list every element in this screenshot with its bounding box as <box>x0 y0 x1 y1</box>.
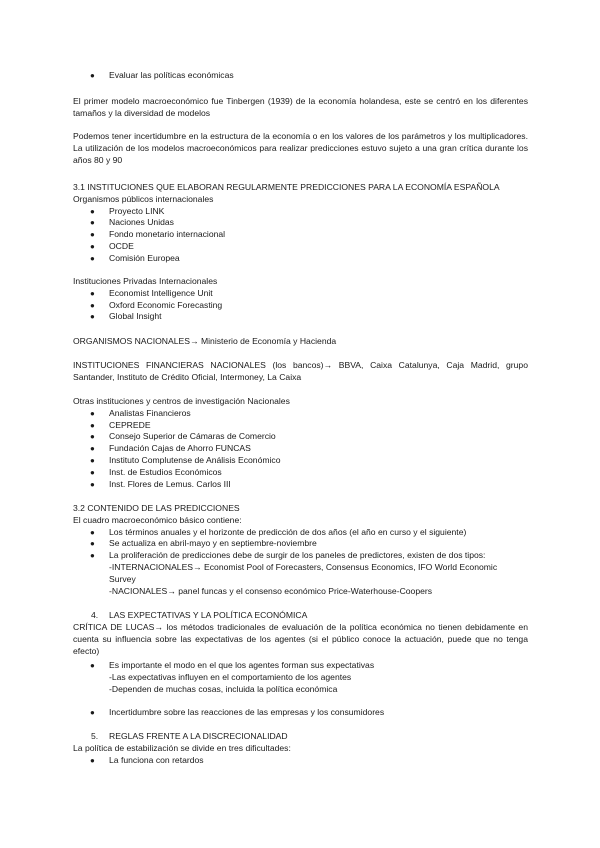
list-item: ● Global Insight <box>90 311 162 322</box>
section-heading: 4. LAS EXPECTATIVAS Y LA POLÍTICA ECONÓMICA <box>91 610 308 620</box>
bullet-icon: ● <box>90 420 95 430</box>
list-item: ● Los términos anuales y el horizonte de predicción de dos años (el año en curso y el siguiente) <box>90 526 467 537</box>
list-item: ● Consejo Superior de Cámaras de Comercio <box>90 431 276 442</box>
section-heading: 5. REGLAS FRENTE A LA DISCRECIONALIDAD <box>91 731 288 741</box>
section-otras <box>73 396 528 490</box>
section-5 <box>73 731 528 766</box>
list-contenido <box>73 527 528 562</box>
bullet-icon: ● <box>90 455 95 465</box>
subheading: Otras instituciones y centros de investigación Nacionales <box>73 396 290 406</box>
list-privadas <box>73 288 528 323</box>
list-item: ● Evaluar las políticas económicas <box>90 70 234 80</box>
critica-lucas: CRÍTICA DE LUCAS→ los métodos tradicionales de evaluación de la política económica no tienen debidamente en cuenta su influencia sobre las expectativas de los agentes (si el público conoce la actuación, puede que no tenga efecto) <box>73 622 528 656</box>
bullet-icon: ● <box>90 755 95 765</box>
bullet-icon: ● <box>90 71 95 80</box>
bullet-icon: ● <box>90 241 95 251</box>
list-item: ● Es importante el modo en el que los agentes forman sus expectativas <box>90 660 375 670</box>
list-item: ● Oxford Economic Forecasting <box>90 299 223 310</box>
bullet-icon: ● <box>90 408 95 418</box>
list-item: ● Comisión Europea <box>90 252 180 263</box>
list-item: ● Analistas Financieros <box>90 407 191 418</box>
sub-line: -INTERNACIONALES→ Economist Pool of Forecasters, Consensus Economics, IFO World Economic <box>109 561 498 572</box>
list-item: ● Proyecto LINK <box>90 205 165 216</box>
section-privadas <box>73 276 528 323</box>
bullet-icon: ● <box>90 527 95 537</box>
section-3-1 <box>73 182 528 265</box>
sub-line: -Dependen de muchas cosas, incluida la política económica <box>109 683 338 694</box>
subheading: Organismos públicos internacionales <box>73 193 214 204</box>
section-intro: El cuadro macroeconómico básico contiene: <box>73 514 242 525</box>
section-4 <box>73 610 528 622</box>
bullet-icon: ● <box>90 708 95 717</box>
bullet-icon: ● <box>90 230 95 240</box>
section-intro: La política de estabilización se divide en tres dificultades: <box>73 742 291 753</box>
list-otras <box>73 408 528 491</box>
paragraph-incertidumbre: Podemos tener incertidumbre en la estructura de la economía o en los valores de los parámetros y los multiplicadores. La utilización de los modelos macroeconómicos para realizar predicciones estuvo sujeto a una gran crítica durante los años 80 y 90 <box>73 131 528 165</box>
sub-line: -Las expectativas influyen en el comportamiento de los agentes <box>109 671 352 682</box>
section-number: 4. <box>91 610 99 620</box>
bullet-icon: ● <box>90 661 95 670</box>
list-item: ● Se actualiza en abril-mayo y en septiembre-noviembre <box>90 538 317 549</box>
incertidumbre-list <box>73 707 528 719</box>
list-organismos <box>73 206 528 265</box>
bullet-icon: ● <box>90 551 95 561</box>
sub-line: -NACIONALES→ panel funcas y el consenso económico Price-Waterhouse-Coopers <box>109 585 433 596</box>
bullet-icon: ● <box>90 218 95 228</box>
list-item: ● Economist Intelligence Unit <box>90 287 213 298</box>
list-item: ● Inst. de Estudios Económicos <box>90 466 222 477</box>
list-item: ● OCDE <box>90 240 134 251</box>
bullet-icon: ● <box>90 312 95 322</box>
bullet-icon: ● <box>90 479 95 489</box>
list-item: ● Incertidumbre sobre las reacciones de las empresas y los consumidores <box>90 707 385 717</box>
list-item: ● Fundación Cajas de Ahorro FUNCAS <box>90 443 251 454</box>
list-item: ● Inst. Flores de Lemus. Carlos III <box>90 478 231 489</box>
bullet-icon: ● <box>90 288 95 298</box>
list-item: ● Naciones Unidas <box>90 217 174 228</box>
section-heading: 3.1 INSTITUCIONES QUE ELABORAN REGULARMENTE PREDICCIONES PARA LA ECONOMÍA ESPAÑOLA <box>73 182 500 192</box>
subheading: Instituciones Privadas Internacionales <box>73 276 218 286</box>
bullet-icon: ● <box>90 467 95 477</box>
instituciones-financieras: INSTITUCIONES FINANCIERAS NACIONALES (los bancos)→ BBVA, Caixa Catalunya, Caja Madrid, grupo Santander, Instituto de Crédito Oficial, Intermoney, La Caixa <box>73 360 528 382</box>
bullet-icon: ● <box>90 432 95 442</box>
bullet-icon: ● <box>90 253 95 263</box>
intro-list <box>73 70 528 82</box>
bullet-icon: ● <box>90 300 95 310</box>
bullet-icon: ● <box>90 539 95 549</box>
paragraph-tinbergen: El primer modelo macroeconómico fue Tinbergen (1939) de la economía holandesa, este se centró en los diferentes tamaños y la diversidad de modelos <box>73 96 528 118</box>
section-heading: 3.2 CONTENIDO DE LAS PREDICCIONES <box>73 503 240 513</box>
list-item: ● La funciona con retardos <box>90 754 204 765</box>
bullet-icon: ● <box>90 444 95 454</box>
list-item: ● Instituto Complutense de Análisis Económico <box>90 454 281 465</box>
sub-line: Survey <box>109 573 136 584</box>
section-number: 5. <box>91 731 99 741</box>
list-item: ● Fondo monetario internacional <box>90 229 226 240</box>
section-3-2 <box>73 503 528 597</box>
bullet-icon: ● <box>90 206 95 216</box>
list-item: ● CEPREDE <box>90 419 151 430</box>
expectativas-list <box>73 660 528 695</box>
list-item: ● La proliferación de predicciones debe de surgir de los paneles de predictores, existen de dos tipos: <box>90 550 486 561</box>
organismos-nacionales: ORGANISMOS NACIONALES→ Ministerio de Economía y Hacienda <box>73 336 337 346</box>
